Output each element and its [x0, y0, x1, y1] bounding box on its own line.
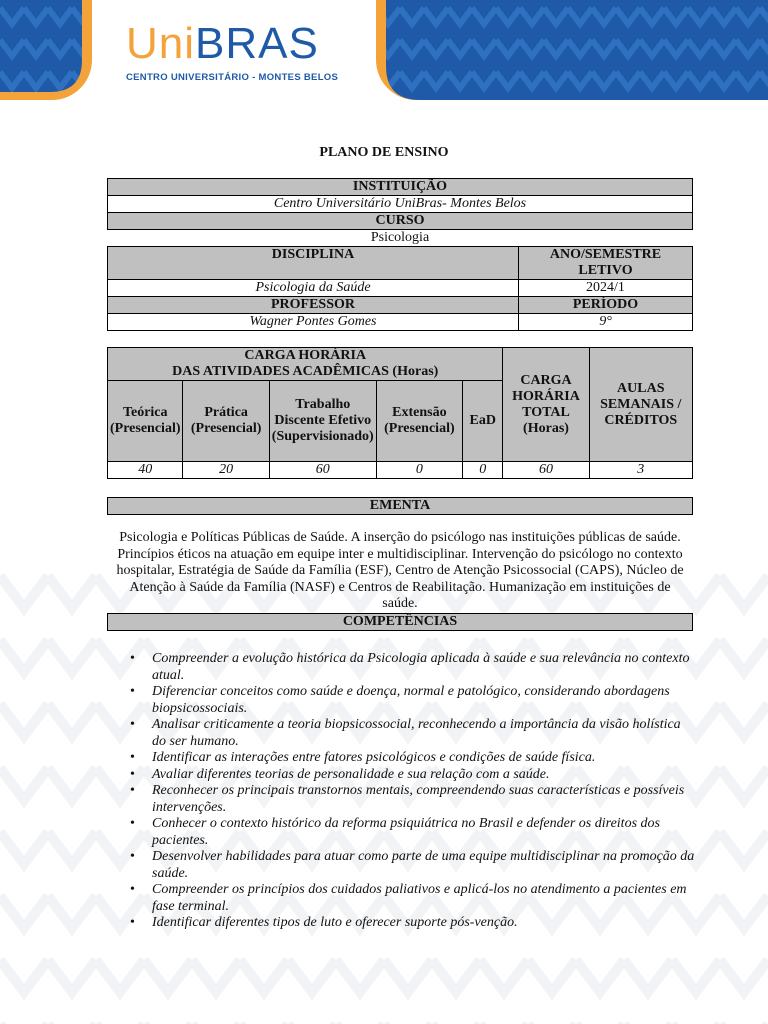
ano-label-line1: ANO/SEMESTRE — [549, 247, 662, 262]
value-pratica: 20 — [183, 462, 269, 479]
list-item: • Reconhecer os principais transtornos mentais, compreendendo suas características e possíveis intervenções. — [130, 783, 685, 815]
instituicao-label: INSTITUIÇÃO — [108, 179, 693, 196]
value-aulas-semanais: 3 — [589, 462, 692, 479]
col-trabalho-discente: Trabalho Discente Efetivo (Supervisionado) — [269, 381, 376, 462]
periodo-label: PERÍODO — [519, 297, 693, 314]
logo-subtitle: CENTRO UNIVERSITÁRIO - MONTES BELOS — [126, 72, 339, 83]
competencias-list — [126, 651, 696, 932]
list-item: • Avaliar diferentes teorias de personalidade e sua relação com a saúde. — [130, 766, 550, 782]
ano-label-line2: LETIVO — [578, 263, 633, 278]
col-extensao: Extensão (Presencial) — [376, 381, 462, 462]
ano-value: 2024/1 — [519, 280, 693, 297]
list-item: • Identificar diferentes tipos de luto e oferecer suporte pós-venção. — [130, 915, 518, 930]
list-item: • Conhecer o contexto histórico da reforma psiquiátrica no Brasil e defender os direitos dos pacientes. — [130, 816, 660, 848]
value-trabalho-discente: 60 — [269, 462, 376, 479]
col-pratica: Prática (Presencial) — [183, 381, 269, 462]
curso-label: CURSO — [108, 213, 693, 230]
carga-horaria-table — [107, 347, 693, 479]
professor-value: Wagner Pontes Gomes — [108, 314, 519, 331]
list-item: • Diferenciar conceitos como saúde e doença, normal e patológico, considerando abordagens biopsicossociais. — [130, 684, 670, 716]
aulas-semanais-header: AULAS SEMANAIS / CRÉDITOS — [589, 348, 692, 462]
ementa-heading: EMENTA — [107, 497, 693, 515]
disciplina-label: DISCIPLINA — [108, 247, 519, 280]
logo-bras-text: BRAS — [195, 19, 319, 68]
logo-uni-text: Uni — [126, 19, 196, 68]
info-table — [107, 178, 693, 331]
disciplina-value: Psicologia da Saúde — [108, 280, 519, 297]
list-item: • Compreender a evolução histórica da Psicologia aplicada à saúde e sua relevância no contexto atual. — [130, 651, 690, 683]
competencias-heading: COMPETÊNCIAS — [107, 613, 693, 631]
ano-semestre-label — [519, 247, 693, 280]
carga-header — [108, 348, 503, 381]
value-extensao: 0 — [376, 462, 462, 479]
list-item: • Analisar criticamente a teoria biopsicossocial, reconhecendo a importância da visão holística do ser humano. — [130, 717, 681, 749]
carga-total-header: CARGA HORÁRIA TOTAL (Horas) — [503, 348, 589, 462]
col-ead: EaD — [463, 381, 503, 462]
ementa-text: Psicologia e Políticas Públicas de Saúde. A inserção do psicólogo nas instituições públicas de saúde. Princípios éticos na atuação em equipe inter e multidisciplinar. Intervenção do psicólogo no contexto hospitalar, Estratégia de Saúde da Família (ESF), Centro de Atenção Psicossocial (CAPS), Núcleo de Atenção à Saúde da Família (NASF) e Centros de Reabilitação. Humanização em instituições de saúde. — [116, 530, 684, 611]
col-teorica: Teórica (Presencial) — [108, 381, 183, 462]
professor-label: PROFESSOR — [108, 297, 519, 314]
periodo-value: 9° — [519, 314, 693, 331]
document-title: PLANO DE ENSINO — [319, 145, 449, 160]
list-item: • Identificar as interações entre fatores psicológicos e condições de saúde física. — [130, 750, 596, 765]
curso-value: Psicologia — [108, 230, 693, 247]
carga-header-line1: CARGA HORÁRIA — [244, 348, 367, 363]
instituicao-value: Centro Universitário UniBras- Montes Belos — [108, 196, 693, 213]
value-ead: 0 — [463, 462, 503, 479]
list-item: • Desenvolver habilidades para atuar como parte de uma equipe multidisciplinar na promoção da saúde. — [130, 849, 695, 881]
list-item: • Compreender os princípios dos cuidados paliativos e aplicá-los no atendimento a pacientes em fase terminal. — [130, 882, 687, 914]
value-teorica: 40 — [108, 462, 183, 479]
carga-header-line2: DAS ATIVIDADES ACADÊMICAS (Horas) — [172, 364, 439, 379]
value-carga-total: 60 — [503, 462, 589, 479]
